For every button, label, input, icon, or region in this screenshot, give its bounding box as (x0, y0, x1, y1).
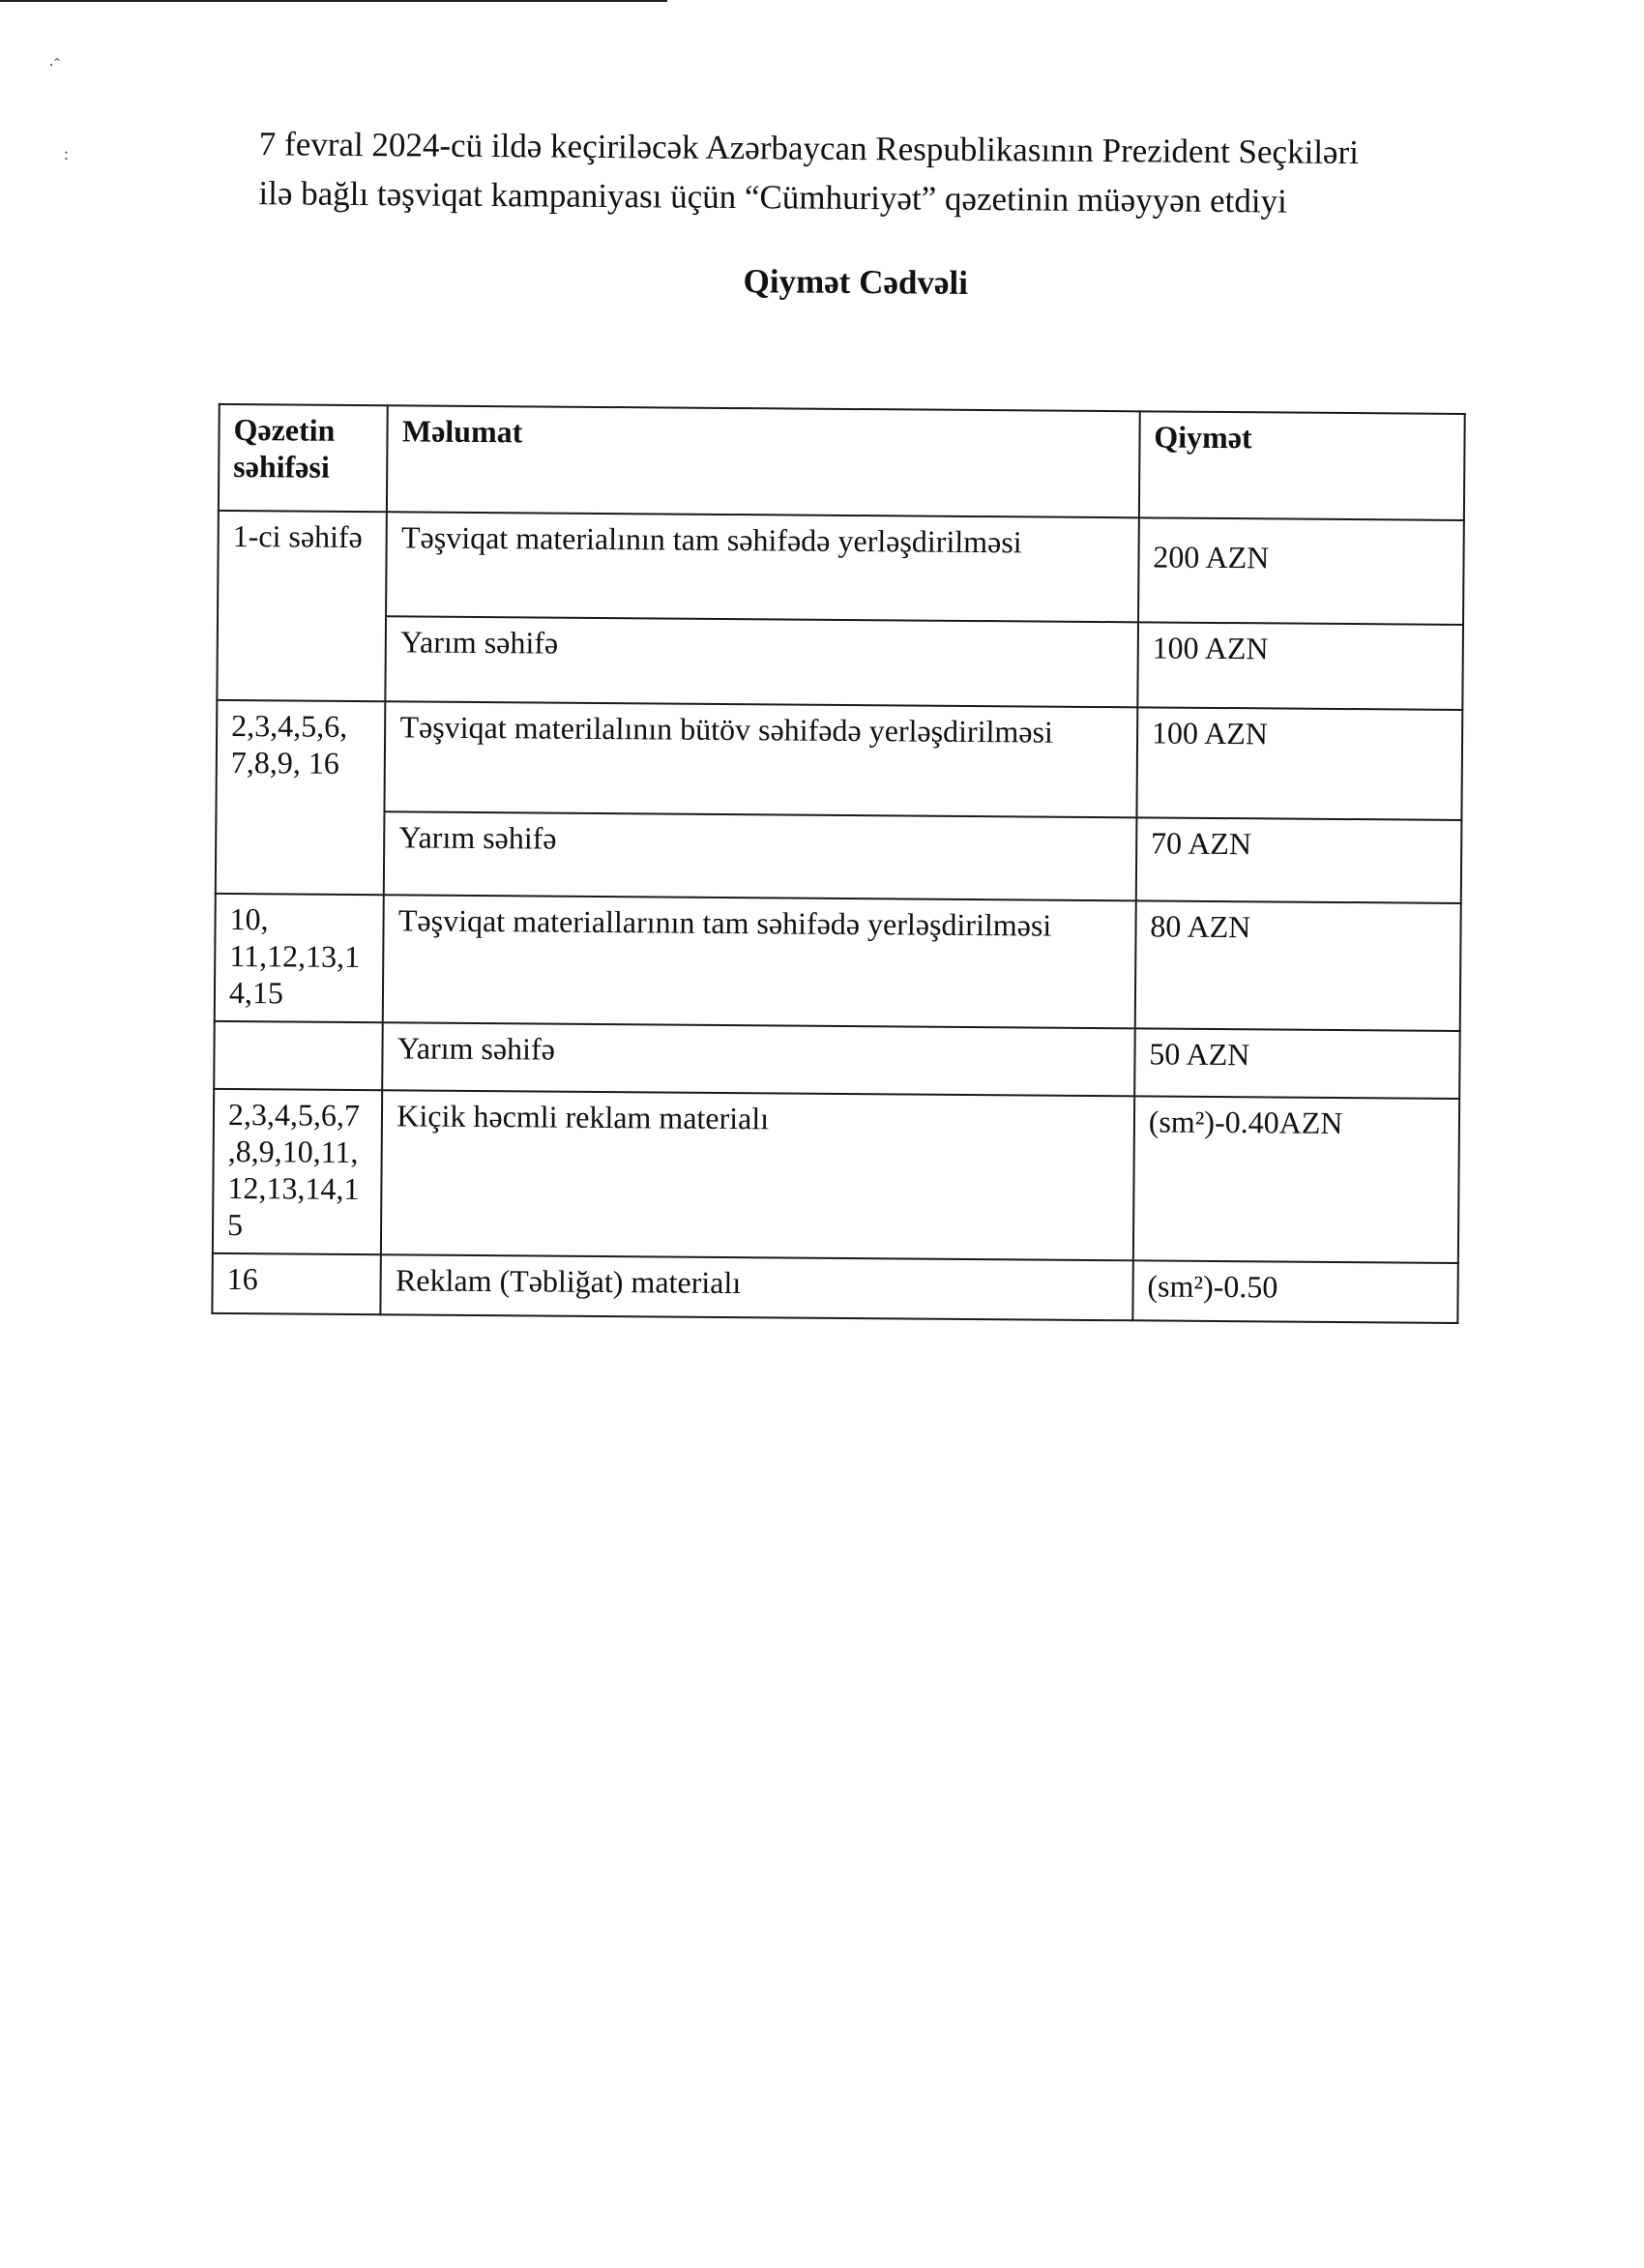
page-cell: 1-ci səhifə (218, 511, 387, 616)
info-cell: Reklam (Təbliğat) materialı (381, 1254, 1133, 1320)
page-cell-line: 2,3,4,5,6, (231, 707, 348, 744)
page-cell: 16 (212, 1253, 381, 1314)
info-cell: Yarım səhifə (383, 1022, 1135, 1096)
table-row (216, 700, 1462, 820)
page-cell-line: 12,13,14,1 (227, 1169, 360, 1207)
header-page-line: Qəzetin (233, 411, 336, 448)
intro-line-1: 7 fevral 2024-cü ildə keçiriləcək Azərbaycan Respublikasının Prezident Seçkiləri (258, 125, 1360, 172)
price-cell: 50 AZN (1134, 1028, 1460, 1099)
page-cell-line: 2,3,4,5,6,7 (227, 1096, 361, 1134)
table-row (216, 810, 1462, 903)
table-row (213, 1089, 1459, 1263)
scan-speck: : (64, 144, 70, 163)
table-row (212, 1253, 1457, 1323)
page-cell-line: 5 (226, 1206, 244, 1243)
page-cell (215, 894, 384, 1022)
header-price: Qiymət (1139, 411, 1465, 520)
page-cell (216, 700, 385, 811)
price-cell: (sm²)-0.50 (1132, 1260, 1458, 1323)
table-header-row (219, 404, 1465, 520)
info-cell: Yarım səhifə (384, 811, 1136, 900)
page-cell-line: 11,12,13,1 (229, 937, 361, 975)
price-cell: 70 AZN (1136, 817, 1462, 903)
intro-line-2: ilə bağlı təşviqat kampaniyası üçün “Cümhuriyət” qəzetinin müəyyən etdiyi (258, 174, 1287, 221)
price-cell: 80 AZN (1135, 900, 1461, 1031)
page-cell (213, 1089, 383, 1254)
document-title: Qiymət Cədvəli (743, 262, 969, 302)
price-cell: 100 AZN (1136, 707, 1462, 820)
table-row (214, 1021, 1460, 1099)
page-cell-line: 10, (229, 900, 269, 937)
page-cell (217, 615, 386, 701)
table-row (217, 615, 1463, 710)
page-cell (216, 810, 385, 895)
page-cell (214, 1021, 383, 1090)
page-cell-line: 7,8,9, 16 (230, 744, 339, 781)
intro-paragraph (258, 119, 1516, 227)
info-cell: Təşviqat materialının tam səhifədə yerləşdirilməsi (386, 512, 1138, 622)
header-information: Məlumat (387, 405, 1139, 517)
scan-speck: ·ˆ (48, 55, 60, 74)
info-cell: Təşviqat materilalının bütöv səhifədə yerləşdirilməsi (385, 701, 1137, 817)
price-table (211, 403, 1465, 1324)
header-newspaper-page (219, 404, 388, 512)
info-cell: Təşviqat materiallarının tam səhifədə yerləşdirilməsi (383, 895, 1135, 1028)
table-row (215, 894, 1461, 1031)
table-row (218, 511, 1464, 625)
price-cell: 100 AZN (1137, 622, 1463, 710)
page-cell-line: 4,15 (228, 974, 284, 1011)
info-cell: Kiçik həcmli reklam materialı (381, 1090, 1134, 1260)
page-cell-line: ,8,9,10,11, (227, 1133, 359, 1170)
header-page-line: səhifəsi (233, 448, 330, 485)
price-cell: 200 AZN (1138, 517, 1464, 625)
price-cell: (sm²)-0.40AZN (1133, 1096, 1460, 1263)
info-cell: Yarım səhifə (386, 616, 1138, 707)
